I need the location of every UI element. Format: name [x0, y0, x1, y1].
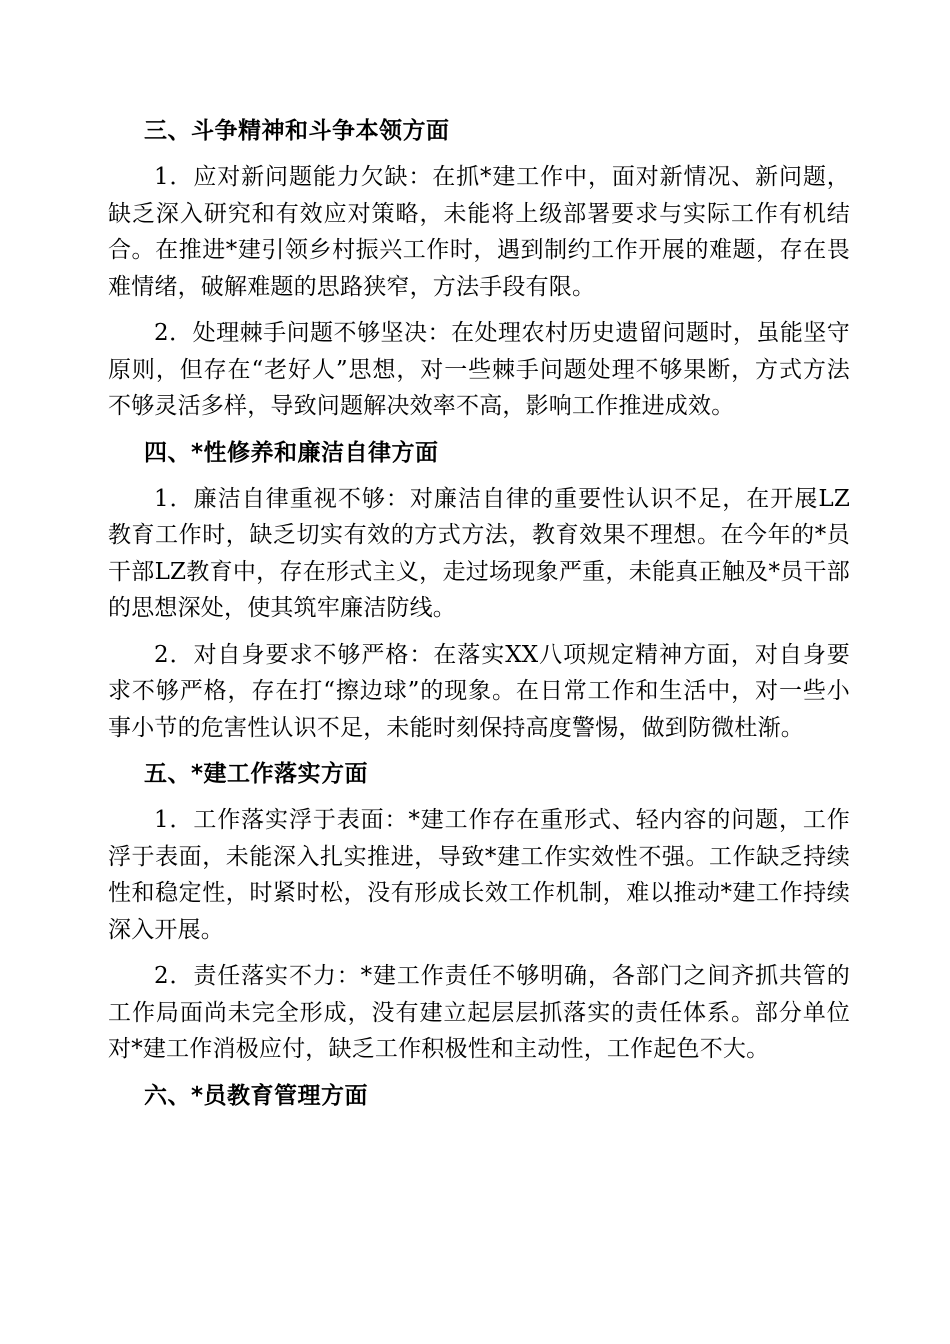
section-5-paragraph-2: 2．责任落实不力：*建工作责任不够明确，各部门之间齐抓共管的工作局面尚未完全形成，没有建立起层层抓落实的责任体系。部分单位对*建工作消极应付，缺乏工作积极性和主动性，工作起色不大。	[108, 963, 850, 1062]
section-3-paragraph-1: 1．应对新问题能力欠缺：在抓*建工作中，面对新情况、新问题，缺乏深入研究和有效应对策略，未能将上级部署要求与实际工作有机结合。在推进*建引领乡村振兴工作时，遇到制约工作开展的难题，存在畏难情绪，破解难题的思路狭窄，方法手段有限。	[108, 164, 850, 300]
section-3-paragraph-2: 2．处理棘手问题不够坚决：在处理农村历史遗留问题时，虽能坚守原则，但存在“老好人”思想，对一些棘手问题处理不够果断，方式方法不够灵活多样，导致问题解决效率不高，影响工作推进成效。	[108, 320, 850, 419]
document-body	[108, 113, 850, 1124]
section-4-paragraph-2: 2．对自身要求不够严格：在落实XX八项规定精神方面，对自身要求不够严格，存在打“擦边球”的现象。在日常工作和生活中，对一些小事小节的危害性认识不足，未能时刻保持高度警惕，做到防微杜渐。	[108, 641, 850, 741]
section-heading-6: 六、*员教育管理方面	[144, 1082, 369, 1109]
section-5-paragraph-1: 1．工作落实浮于表面：*建工作存在重形式、轻内容的问题，工作浮于表面，未能深入扎实推进，导致*建工作实效性不强。工作缺乏持续性和稳定性，时紧时松，没有形成长效工作机制，难以推动*建工作持续深入开展。	[108, 807, 850, 943]
section-heading-3: 三、斗争精神和斗争本领方面	[144, 118, 450, 144]
section-4-paragraph-1: 1．廉洁自律重视不够：对廉洁自律的重要性认识不足，在开展LZ教育工作时，缺乏切实有效的方式方法，教育效果不理想。在今年的*员干部LZ教育中，存在形式主义，走过场现象严重，未能真正触及*员干部的思想深处，使其筑牢廉洁防线。	[108, 485, 850, 621]
section-heading-5: 五、*建工作落实方面	[144, 761, 369, 787]
section-heading-4: 四、*性修养和廉洁自律方面	[144, 439, 439, 466]
